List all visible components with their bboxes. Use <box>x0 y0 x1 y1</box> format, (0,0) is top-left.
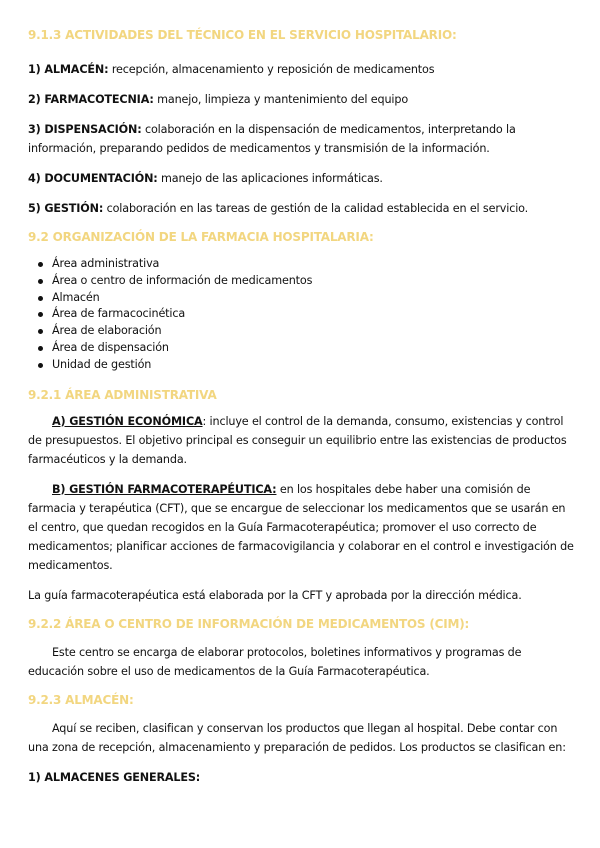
activity-dispensacion: 3) DISPENSACIÓN: colaboración en la dispensación de medicamentos, interpretando la información, preparando pedidos de medicamentos y transmisión de la información. <box>28 123 516 155</box>
list-item: Área de farmacocinética <box>38 306 576 323</box>
list-item: Área de dispensación <box>38 340 576 357</box>
activity-gestion: 5) GESTIÓN: colaboración en las tareas de gestión de la calidad establecida en el servicio. <box>28 202 529 215</box>
list-item: Área administrativa <box>38 256 576 273</box>
cim-paragraph: Este centro se encarga de elaborar protocolos, boletines informativos y programas de educación sobre el uso de medicamentos de la Guía Farmacoterapéutica. <box>28 645 522 678</box>
gestion-economica-paragraph: A) GESTIÓN ECONÓMICA: incluye el control de la demanda, consumo, existencias y control de presupuestos. El objetivo principal es conseguir un equilibrio entre las existencias de productos farmacéuticos y la demanda. <box>28 414 567 466</box>
bullet-icon <box>38 262 43 267</box>
activity-documentacion: 4) DOCUMENTACIÓN: manejo de las aplicaciones informáticas. <box>28 172 383 185</box>
gestion-farmacoterapeutica-paragraph: B) GESTIÓN FARMACOTERAPÉUTICA: en los hospitales debe haber una comisión de farmacia y terapéutica (CFT), que se encargue de seleccionar los medicamentos que se usarán en el centro, que quedan recogidos en la Guía Farmacoterapéutica; promover el uso correcto de medicamentos; planificar acciones de farmacovigilancia y colaborar en el control e investigación de medicamentos. <box>28 482 574 572</box>
list-item: Almacén <box>38 290 576 307</box>
activity-farmacotecnia: 2) FARMACOTECNIA: manejo, limpieza y mantenimiento del equipo <box>28 93 409 106</box>
activity-almacen: 1) ALMACÉN: recepción, almacenamiento y reposición de medicamentos <box>28 63 435 76</box>
almacenes-generales-heading: 1) ALMACENES GENERALES: <box>28 770 201 784</box>
bullet-icon <box>38 279 43 284</box>
bullet-icon <box>38 363 43 368</box>
heading-9-2-2: 9.2.2 ÁREA O CENTRO DE INFORMACIÓN DE MEDICAMENTOS (CIM): <box>28 616 470 631</box>
document-page <box>28 27 576 787</box>
bullet-icon <box>38 346 43 351</box>
heading-9-2-3: 9.2.3 ALMACÉN: <box>28 692 134 707</box>
areas-list <box>28 256 576 374</box>
heading-9-1-3: 9.1.3 ACTIVIDADES DEL TÉCNICO EN EL SERVICIO HOSPITALARIO: <box>28 28 457 42</box>
heading-9-2: 9.2 ORGANIZACIÓN DE LA FARMACIA HOSPITALARIA: <box>28 230 374 244</box>
list-item: Área o centro de información de medicamentos <box>38 273 576 290</box>
heading-9-2-1: 9.2.1 ÁREA ADMINISTRATIVA <box>28 387 217 402</box>
bullet-icon <box>38 312 43 317</box>
almacen-paragraph: Aquí se reciben, clasifican y conservan los productos que llegan al hospital. Debe contar con una zona de recepción, almacenamiento y preparación de pedidos. Los productos se clasifican en: <box>28 721 566 754</box>
list-item: Área de elaboración <box>38 323 576 340</box>
list-item: Unidad de gestión <box>38 357 576 374</box>
bullet-icon <box>38 296 43 301</box>
bullet-icon <box>38 329 43 334</box>
guia-paragraph: La guía farmacoterapéutica está elaborada por la CFT y aprobada por la dirección médica. <box>28 588 522 602</box>
